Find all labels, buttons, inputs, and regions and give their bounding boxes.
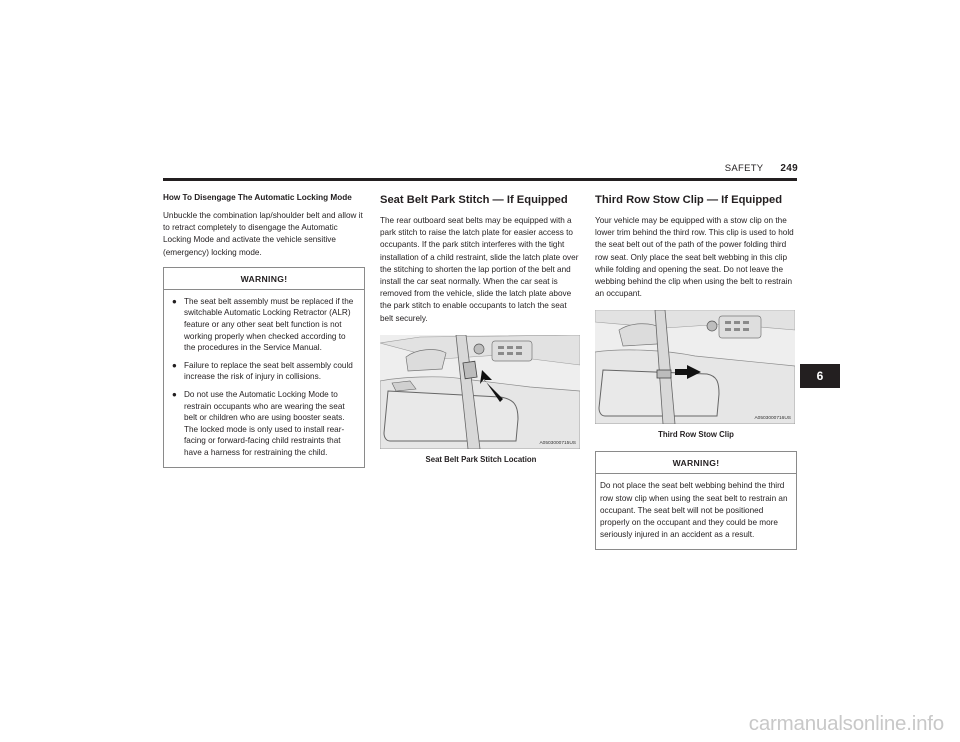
heading-stow-clip: Third Row Stow Clip — If Equipped xyxy=(595,194,783,206)
warning-text: Do not place the seat belt webbing behind the third row stow clip when using the seat belt to restrain an occupant. The seat belt will not be positioned properly on the occupant and they could be more seriously injured in an accident as a result. xyxy=(600,481,788,540)
park-stitch-illustration xyxy=(380,335,580,449)
figure-id: A0503000715US xyxy=(539,440,576,446)
running-head xyxy=(725,163,798,174)
warning-title: WARNING! xyxy=(596,452,796,474)
warning-list xyxy=(164,290,364,467)
watermark: carmanualsonline.info xyxy=(748,712,944,735)
warning-title: WARNING! xyxy=(164,268,364,290)
figure-id: A0503000716US xyxy=(754,416,791,422)
figure-caption: Third Row Stow Clip xyxy=(658,430,734,440)
warning-item: ● Failure to replace the seat belt assembly could increase the risk of injury in collisions. xyxy=(172,360,353,382)
figure-caption: Seat Belt Park Stitch Location xyxy=(425,454,537,464)
section-title: SAFETY xyxy=(724,163,764,174)
paragraph-stow-clip: Your vehicle may be equipped with a stow clip on the lower trim behind the third row. This clip is used to hold the seat belt out of the path of the power folding third row seat. Only place the seat belt webbing in this clip while folding and opening the seat. Do not leave the webbing behind the clip when using the belt to restrain an occupant. xyxy=(595,216,794,299)
column-right xyxy=(595,193,797,550)
warning-box-stow-clip xyxy=(595,451,797,550)
header-rule xyxy=(163,178,797,181)
column-middle xyxy=(380,193,582,464)
figure-stow-clip xyxy=(595,310,795,424)
heading-park-stitch: Seat Belt Park Stitch — If Equipped xyxy=(380,194,568,206)
subheading-disengage-alr: How To Disengage The Automatic Locking Mode xyxy=(163,193,352,202)
warning-box-alr xyxy=(163,267,365,468)
chapter-tab: 6 xyxy=(800,364,840,388)
bullet-icon: ● xyxy=(172,360,177,370)
bullet-icon: ● xyxy=(172,389,177,399)
column-left xyxy=(163,193,365,468)
page-number: 249 xyxy=(780,163,798,174)
warning-item: ● Do not use the Automatic Locking Mode to restrain occupants who are wearing the seat belt or children who are using booster seats. The locked mode is only used to install rear-facing or forward-facing child restraints that have a harness for restraining the child. xyxy=(172,389,345,457)
figure-park-stitch xyxy=(380,335,580,449)
bullet-icon: ● xyxy=(172,296,177,306)
stow-clip-illustration xyxy=(595,310,795,424)
paragraph-park-stitch: The rear outboard seat belts may be equipped with a park stitch to raise the latch plate for easier access to occupants. If the park stitch interferes with the tight installation of a child restraint, slide the latch plate over the stitching to shorten the lap portion of the belt and install the car seat normally. When the car seat is removed from the vehicle, slide the latch plate above the park stitch to enable occupants to latch the seat belt securely. xyxy=(380,216,579,323)
warning-item: ● The seat belt assembly must be replaced if the switchable Automatic Locking Retractor (ALR) feature or any other seat belt function is not working properly when checked according to the procedures in the Service Manual. xyxy=(172,296,354,353)
paragraph-disengage-alr: Unbuckle the combination lap/shoulder belt and allow it to retract completely to disengage the Automatic Locking Mode and activate the vehicle sensitive (emergency) locking mode. xyxy=(163,211,363,257)
